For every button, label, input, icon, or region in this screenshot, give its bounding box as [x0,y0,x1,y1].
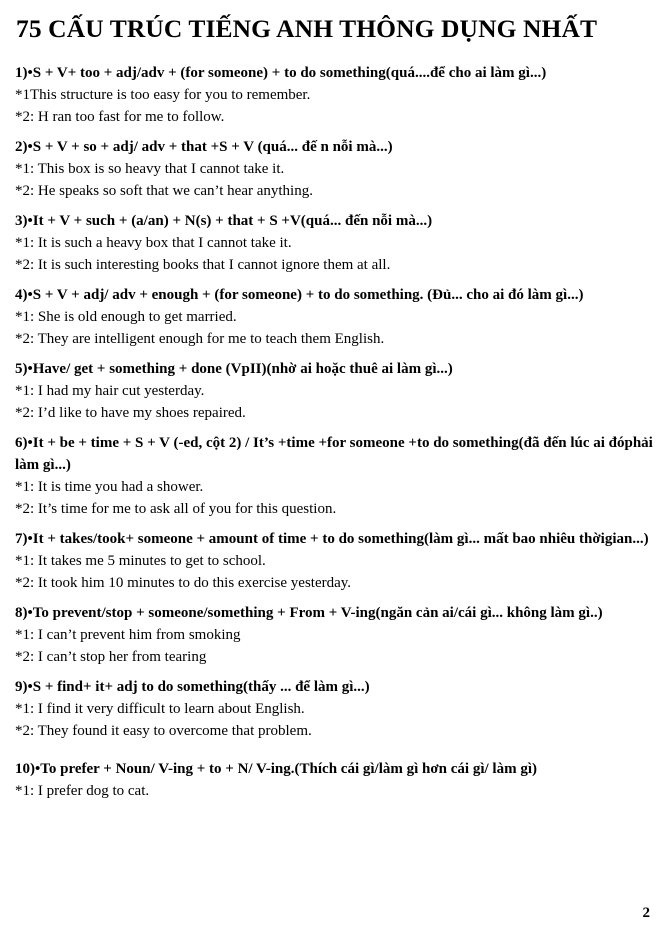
example-1: *1: It is time you had a shower. [15,479,204,495]
structure-heading: 5)•Have/ get + something + done (VpII)(nhờ ai hoặc thuê ai làm gì...) [15,361,453,377]
example-1: *1: I had my hair cut yesterday. [15,383,205,399]
example-1: *1: It is such a heavy box that I cannot take it. [15,235,292,251]
structure-heading: 8)•To prevent/stop + someone/something + From + V-ing(ngăn cản ai/cái gì... không làm gì..) [15,605,603,621]
structure-item [15,210,655,276]
page-number: 2 [642,905,650,921]
structure-heading: 9)•S + find+ it+ adj to do something(thấy ... để làm gì...) [15,679,370,695]
example-1: *1: It takes me 5 minutes to get to school. [15,553,266,569]
structure-item [15,136,655,202]
example-1: *1This structure is too easy for you to remember. [15,87,311,103]
structure-heading: 2)•S + V + so + adj/ adv + that +S + V (quá... đế n nỗi mà...) [15,139,393,155]
example-2: *2: It’s time for me to ask all of you for this question. [15,501,337,517]
structure-item [15,358,655,424]
structure-heading: 7)•It + takes/took+ someone + amount of time + to do something(làm gì... mất bao nhiêu thờigian...) [15,531,649,547]
structure-heading: 10)•To prefer + Noun/ V-ing + to + N/ V-ing.(Thích cái gì/làm gì hơn cái gì/ làm gì) [15,761,538,777]
example-1: *1: I prefer dog to cat. [15,783,150,799]
structure-item [15,602,655,668]
example-1: *1: I can’t prevent him from smoking [15,627,241,643]
structures-list [15,62,655,810]
example-2: *2: H ran too fast for me to follow. [15,109,225,125]
structure-heading: 6)•It + be + time + S + V (-ed, cột 2) / It’s +time +for someone +to do something(đã đến lúc ai đóphải làm gì...) [15,435,653,473]
structure-heading: 4)•S + V + adj/ adv + enough + (for someone) + to do something. (Đủ... cho ai đó làm gì...) [15,287,584,303]
example-2: *2: They found it easy to overcome that problem. [15,723,312,739]
structure-item [15,758,655,802]
example-2: *2: I’d like to have my shoes repaired. [15,405,246,421]
example-2: *2: He speaks so soft that we can’t hear anything. [15,183,313,199]
example-1: *1: She is old enough to get married. [15,309,237,325]
structure-item [15,432,655,520]
example-2: *2: It took him 10 minutes to do this exercise yesterday. [15,575,352,591]
example-1: *1: This box is so heavy that I cannot take it. [15,161,285,177]
example-1: *1: I find it very difficult to learn about English. [15,701,305,717]
structure-item [15,62,655,128]
structure-item [15,676,655,742]
structure-heading: 1)•S + V+ too + adj/adv + (for someone) + to do something(quá....để cho ai làm gì...) [15,65,547,81]
page-title: 75 CẤU TRÚC TIẾNG ANH THÔNG DỤNG NHẤT [16,14,598,43]
example-2: *2: They are intelligent enough for me to teach them English. [15,331,385,347]
structure-item [15,528,655,594]
structure-item [15,284,655,350]
example-2: *2: It is such interesting books that I cannot ignore them at all. [15,257,391,273]
example-2: *2: I can’t stop her from tearing [15,649,207,665]
structure-heading: 3)•It + V + such + (a/an) + N(s) + that + S +V(quá... đến nỗi mà...) [15,213,433,229]
